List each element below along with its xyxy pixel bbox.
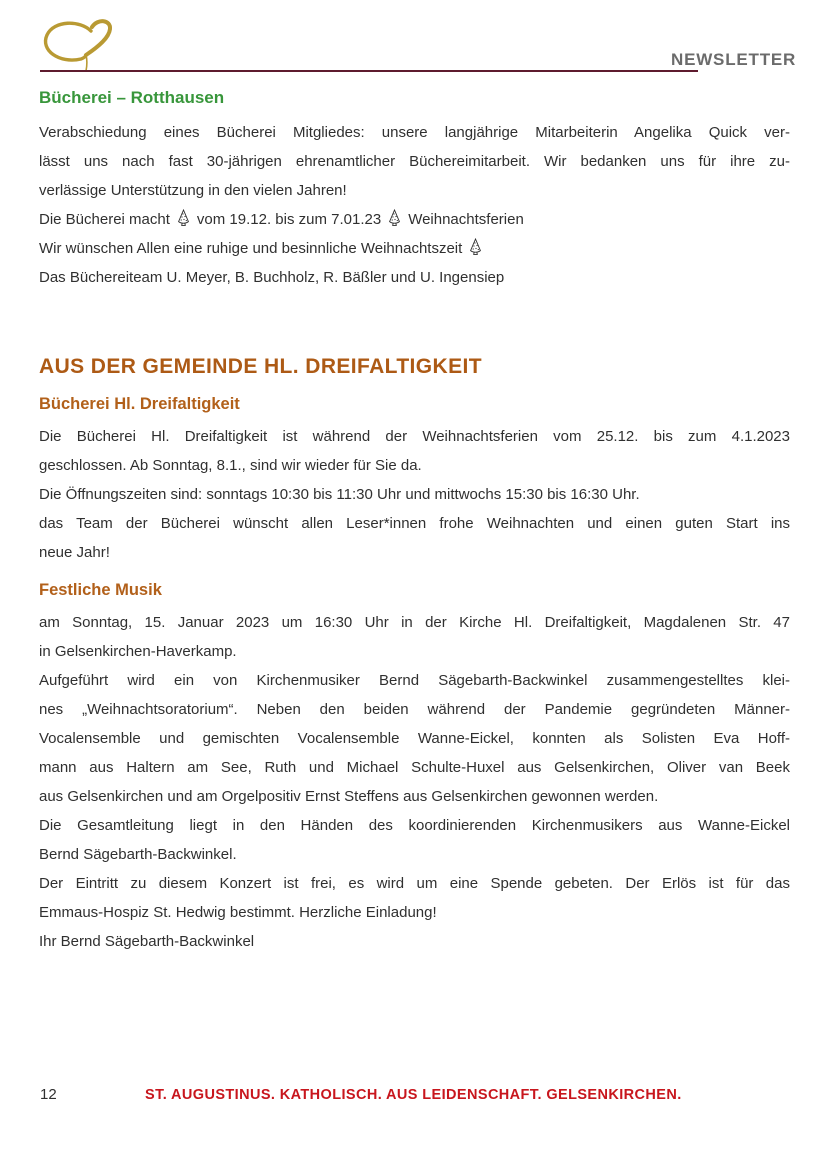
text-line: Der Eintritt zu diesem Konzert ist frei, es wird um eine Spende gebeten. Der Erlös ist für das (39, 875, 790, 892)
paragraph-signature (39, 927, 790, 956)
text-line: am Sonntag, 15. Januar 2023 um 16:30 Uhr in der Kirche Hl. Dreifaltigkeit, Magdalenen Str. 47 (39, 614, 790, 631)
paragraph-concert-date (39, 608, 790, 666)
paragraph-opening-hours (39, 480, 790, 509)
section-heading-buecherei-rotthausen: Bücherei – Rotthausen (39, 88, 225, 107)
christmas-tree-icon (388, 209, 401, 226)
section-title-gemeinde: AUS DER GEMEINDE HL. DREIFALTIGKEIT (39, 355, 482, 378)
text-line: Ihr Bernd Sägebarth-Backwinkel (39, 933, 255, 950)
text-line: geschlossen. Ab Sonntag, 8.1., sind wir wieder für Sie da. (39, 457, 422, 474)
text-line: lässt uns nach fast 30-jährigen ehrenamtlicher Büchereimitarbeit. Wir bedanken uns für ihre zu- (39, 153, 790, 170)
text-line: das Team der Bücherei wünscht allen Leser*innen frohe Weihnachten und einen guten Start ins (39, 515, 790, 532)
page-content (39, 86, 790, 956)
text-line: Bernd Sägebarth-Backwinkel. (39, 846, 237, 863)
wish-line (39, 234, 790, 263)
text-line: in Gelsenkirchen-Haverkamp. (39, 643, 237, 660)
text-segment: Wir wünschen Allen eine ruhige und besinnliche Weihnachtszeit (39, 240, 463, 257)
text-line: Vocalensemble und gemischten Vocalensemble Wanne-Eickel, konnten als Solisten Eva Hoff- (39, 730, 790, 747)
text-line: aus Gelsenkirchen und am Orgelpositiv Ernst Steffens aus Gelsenkirchen gewonnen werden. (39, 788, 659, 805)
subsection-heading-festliche-musik: Festliche Musik (39, 581, 162, 599)
text-line: nes „Weihnachtsoratorium“. Neben den beiden während der Pandemie gegründeten Männer- (39, 701, 790, 718)
subsection-heading-buecherei-dreifaltigkeit: Bücherei Hl. Dreifaltigkeit (39, 395, 240, 413)
christmas-tree-icon (177, 209, 190, 226)
text-line: Die Bücherei Hl. Dreifaltigkeit ist während der Weihnachtsferien vom 25.12. bis zum 4.1.2023 (39, 428, 790, 445)
paragraph-closing-dates (39, 422, 790, 480)
text-line: neue Jahr! (39, 544, 110, 561)
paragraph-concert-direction (39, 811, 790, 869)
paragraph-concert-admission (39, 869, 790, 927)
paragraph-farewell (39, 118, 790, 205)
heart-logo (32, 18, 122, 77)
text-segment: Die Bücherei macht (39, 211, 170, 228)
text-line: Aufgeführt wird ein von Kirchenmusiker Bernd Sägebarth-Backwinkel zusammengestelltes klei- (39, 672, 790, 689)
paragraph-greetings (39, 509, 790, 567)
text-segment: Weihnachtsferien (408, 211, 524, 228)
newsletter-label: NEWSLETTER (671, 50, 797, 69)
text-line: Die Gesamtleitung liegt in den Händen des koordinierenden Kirchenmusikers aus Wanne-Eickel (39, 817, 790, 834)
text-line: mann aus Haltern am See, Ruth und Michael Schulte-Huxel aus Gelsenkirchen, Oliver van Beek (39, 759, 790, 776)
paragraph-concert-program (39, 666, 790, 811)
footer-motto: ST. AUGUSTINUS. KATHOLISCH. AUS LEIDENSCHAFT. GELSENKIRCHEN. (145, 1087, 682, 1103)
holiday-dates-line (39, 205, 790, 234)
text-line: verlässige Unterstützung in den vielen Jahren! (39, 182, 347, 199)
page-number: 12 (40, 1086, 57, 1103)
team-line: Das Büchereiteam U. Meyer, B. Buchholz, R. Bäßler und U. Ingensiep (39, 269, 505, 286)
text-line: Emmaus-Hospiz St. Hedwig bestimmt. Herzliche Einladung! (39, 904, 437, 921)
header-rule (40, 70, 698, 72)
text-segment: vom 19.12. bis zum 7.01.23 (196, 211, 382, 228)
text-line: Die Öffnungszeiten sind: sonntags 10:30 bis 11:30 Uhr und mittwochs 15:30 bis 16:30 Uhr. (39, 486, 640, 503)
christmas-tree-icon (469, 238, 482, 255)
text-line: Verabschiedung eines Bücherei Mitgliedes: unsere langjährige Mitarbeiterin Angelika Quick ver- (39, 124, 790, 141)
